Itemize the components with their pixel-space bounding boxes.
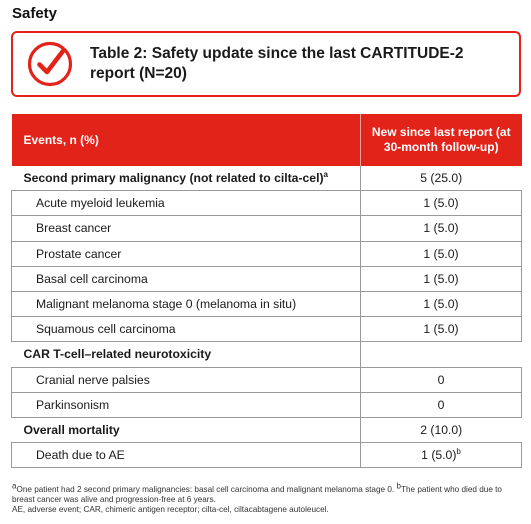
table-row: [12, 317, 522, 342]
table-row: [12, 392, 522, 417]
footnote-a-marker: a: [12, 481, 17, 491]
event-value: 1 (5.0): [423, 322, 459, 337]
event-label-cell: [12, 443, 361, 468]
event-label: Overall mortality: [23, 422, 120, 437]
event-label-cell: [12, 191, 361, 216]
event-label-cell: [12, 266, 361, 291]
table-row: [12, 241, 522, 266]
event-value-cell: [361, 166, 522, 191]
event-value-cell: [361, 392, 522, 417]
event-value: 5 (25.0): [420, 171, 463, 186]
table-body: [12, 166, 522, 468]
table-row: [12, 266, 522, 291]
event-label: Parkinsonism: [36, 397, 110, 412]
event-value-cell: [361, 417, 522, 442]
check-circle-icon: [26, 40, 74, 88]
table-row: [12, 216, 522, 241]
table-row: [12, 443, 522, 468]
safety-table: [11, 114, 522, 468]
event-value-cell: [361, 317, 522, 342]
table-row: [12, 367, 522, 392]
event-value: 1 (5.0): [423, 297, 459, 312]
event-label: Second primary malignancy (not related to cilta-cel): [23, 171, 324, 186]
table-row: [12, 417, 522, 442]
table-header-row: [12, 114, 522, 166]
event-label: Basal cell carcinoma: [36, 271, 148, 286]
event-value-cell: [361, 342, 522, 367]
table-row: [12, 191, 522, 216]
event-label: CAR T-cell–related neurotoxicity: [23, 347, 212, 362]
event-label: Malignant melanoma stage 0 (melanoma in situ): [36, 297, 297, 312]
event-label: Prostate cancer: [36, 246, 122, 261]
footnote-a-b: [12, 481, 522, 505]
table-row: [12, 166, 522, 191]
footnotes: [12, 481, 522, 515]
event-value: 1 (5.0): [421, 448, 457, 463]
event-label-cell: [12, 417, 361, 442]
event-value: 1 (5.0): [423, 196, 459, 211]
table-title-callout: [11, 31, 521, 97]
event-value: 2 (10.0): [420, 422, 463, 437]
footnote-ref: b: [456, 447, 461, 457]
section-title: Safety: [12, 5, 58, 22]
event-label: Squamous cell carcinoma: [36, 322, 176, 337]
event-value-cell: [361, 266, 522, 291]
header-new-since: New since last report (at 30-month follow-up): [361, 114, 522, 166]
event-label-cell: [12, 367, 361, 392]
footnote-b-marker: b: [396, 481, 401, 491]
event-label-cell: [12, 241, 361, 266]
event-value-cell: [361, 291, 522, 316]
table-row: [12, 342, 522, 367]
event-label: Cranial nerve palsies: [36, 372, 150, 387]
event-label: Breast cancer: [36, 221, 112, 236]
table-row: [12, 291, 522, 316]
footnote-b-text: The patient who died due to breast cancer was alive and progression-free at 6 years.: [12, 485, 502, 504]
event-value-cell: [361, 443, 522, 468]
event-value: 0: [437, 372, 445, 387]
event-label: Death due to AE: [36, 448, 125, 463]
event-value: 1 (5.0): [423, 246, 459, 261]
event-value: 0: [437, 397, 445, 412]
event-label-cell: [12, 392, 361, 417]
event-value: 1 (5.0): [423, 221, 459, 236]
event-label-cell: [12, 342, 361, 367]
event-value: 1 (5.0): [423, 271, 459, 286]
event-label-cell: [12, 166, 361, 191]
event-value-cell: [361, 367, 522, 392]
event-value-cell: [361, 216, 522, 241]
table-title: Table 2: Safety update since the last CARTITUDE-2 report (N=20): [90, 45, 464, 82]
event-label-cell: [12, 317, 361, 342]
footnote-a-text: One patient had 2 second primary malignancies: basal cell carcinoma and malignant melanoma stage 0.: [16, 485, 397, 494]
event-value-cell: [361, 241, 522, 266]
event-label-cell: [12, 291, 361, 316]
header-events: Events, n (%): [12, 114, 361, 166]
footnote-abbreviations: AE, adverse event; CAR, chimeric antigen receptor; cilta-cel, ciltacabtagene autoleucel.: [12, 505, 329, 514]
event-label-cell: [12, 216, 361, 241]
event-value-cell: [361, 191, 522, 216]
event-label: Acute myeloid leukemia: [36, 196, 165, 211]
footnote-ref: a: [323, 170, 328, 180]
